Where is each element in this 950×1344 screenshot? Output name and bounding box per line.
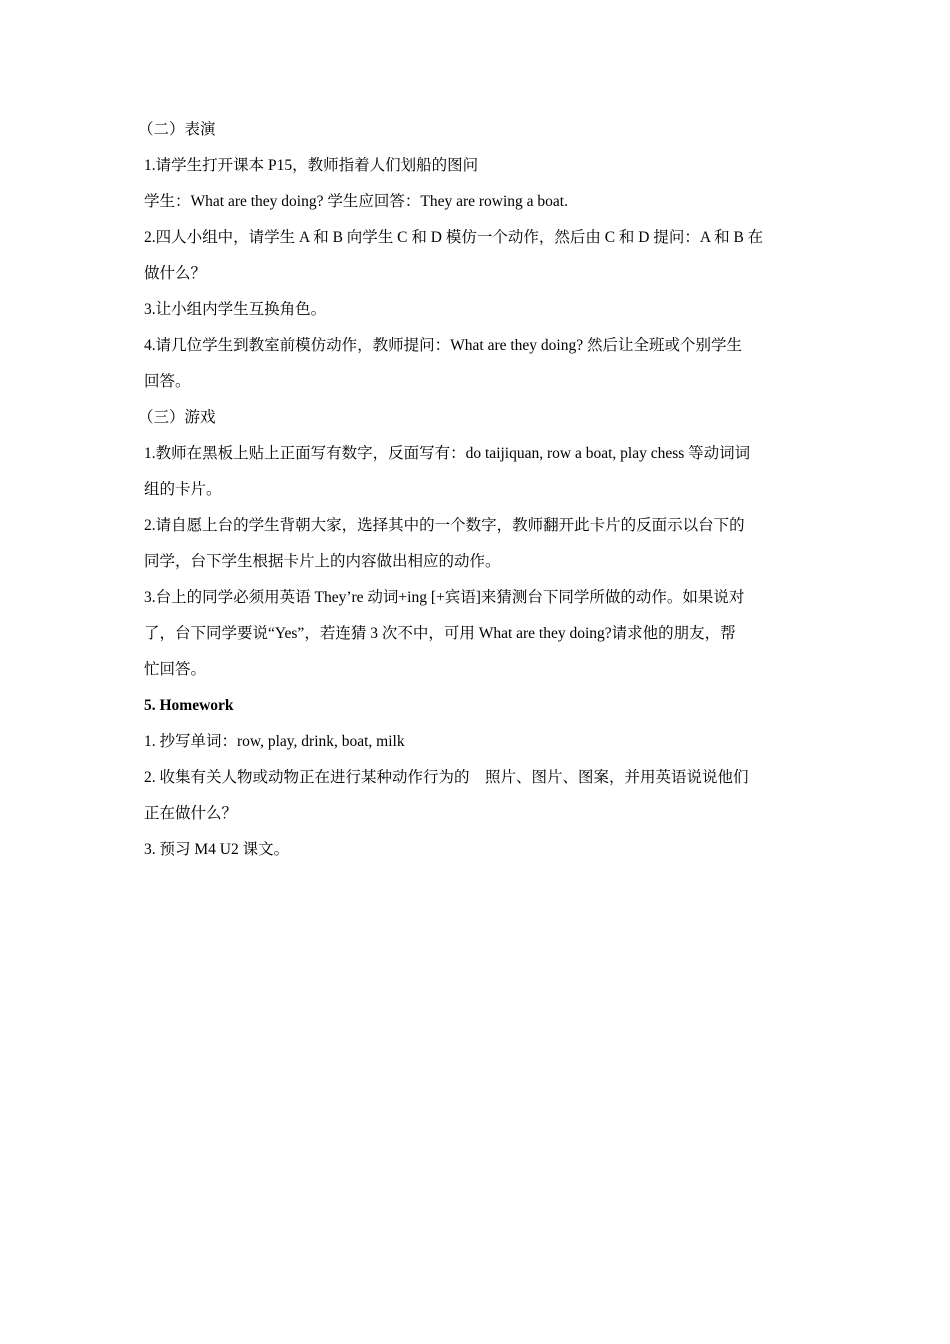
text-line: 3. 预习 M4 U2 课文。 [144,841,290,858]
document-body [138,112,806,868]
text-line: 1.请学生打开课本 P15，教师指着人们划船的图问 [144,157,479,174]
section-heading-performance: （二）表演 [138,121,216,138]
text-line: 组的卡片。 [144,481,222,498]
text-line: 了，台下同学要说“Yes”，若连猜 3 次不中，可用 What are they doing?请求他的朋友，帮 [144,625,736,642]
text-line: 3.让小组内学生互换角色。 [144,301,327,318]
text-line: 2.请自愿上台的学生背朝大家，选择其中的一个数字，教师翻开此卡片的反面示以台下的 [144,517,745,534]
text-line: 2.四人小组中，请学生 A 和 B 向学生 C 和 D 模仿一个动作，然后由 C 和 D 提问：A 和 B 在 [144,229,764,246]
text-line: 做什么？ [144,265,207,282]
text-line: 1. 抄写单词：row, play, drink, boat, milk [144,733,405,750]
text-line: 4.请几位学生到教室前模仿动作，教师提问：What are they doing? 然后让全班或个别学生 [144,337,742,354]
text-line: 同学，台下学生根据卡片上的内容做出相应的动作。 [144,553,501,570]
text-line: 1.教师在黑板上贴上正面写有数字，反面写有：do taijiquan, row a boat, play chess 等动词词 [144,445,751,462]
text-line: 回答。 [144,373,191,390]
section-heading-game: （三）游戏 [138,409,216,426]
text-line: 忙回答。 [144,661,207,678]
text-line: 3.台上的同学必须用英语 They’re 动词+ing [+宾语]来猜测台下同学所做的动作。如果说对 [144,589,745,606]
section-heading-homework: 5. Homework [144,697,234,714]
text-line: 2. 收集有关人物或动物正在进行某种动作行为的 照片、图片、图案，并用英语说说他们 [144,769,749,786]
text-line: 学生：What are they doing? 学生应回答：They are rowing a boat. [144,193,568,210]
text-line: 正在做什么？ [144,805,238,822]
